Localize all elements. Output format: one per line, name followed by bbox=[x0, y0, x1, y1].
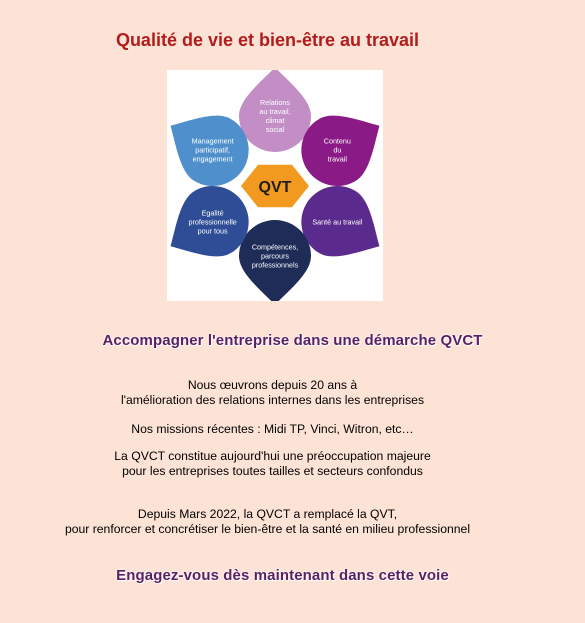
paragraph-preoccupation bbox=[0, 449, 585, 479]
paragraph-missions: Nos missions récentes : Midi TP, Vinci, Witron, etc… bbox=[131, 422, 414, 436]
heading-accompagner: Accompagner l'entreprise dans une démarche QVCT bbox=[102, 332, 483, 349]
paragraph-qvct-history-line2: pour renforcer et concrétiser le bien-être et la santé en milieu professionnel bbox=[64, 522, 471, 536]
paragraph-preoccupation-line1: La QVCT constitue aujourd'hui une préoccupation majeure bbox=[114, 449, 431, 463]
flower-svg bbox=[167, 70, 383, 301]
heading-engagez-vous: Engagez-vous dès maintenant dans cette voie bbox=[116, 567, 449, 584]
petal-label: Contenu du travail bbox=[323, 136, 351, 164]
petal-label: Santé au travail bbox=[312, 217, 363, 227]
petal-label: Relations au travail, climat social bbox=[259, 98, 291, 134]
paragraph-qvct-history-line1: Depuis Mars 2022, la QVCT a remplacé la QVT, bbox=[137, 507, 398, 521]
paragraph-experience-line1: Nous œuvrons depuis 20 ans à bbox=[187, 378, 358, 392]
center-label: QVT bbox=[258, 179, 292, 196]
page-title: Qualité de vie et bien-être au travail bbox=[115, 30, 420, 50]
paragraph-experience-line2: l'amélioration des relations internes dans les entreprises bbox=[120, 393, 425, 407]
paragraph-experience bbox=[0, 378, 585, 408]
petal-label: Egalité professionnelle pour tous bbox=[188, 208, 237, 236]
qvt-flower-diagram bbox=[167, 70, 383, 301]
petal-label: Management participatif, engagement bbox=[191, 136, 234, 164]
paragraph-qvct-history bbox=[0, 507, 585, 537]
petal-label: Compétences, parcours professionnels bbox=[251, 242, 299, 270]
paragraph-preoccupation-line2: pour les entreprises toutes tailles et secteurs confondus bbox=[122, 464, 423, 478]
